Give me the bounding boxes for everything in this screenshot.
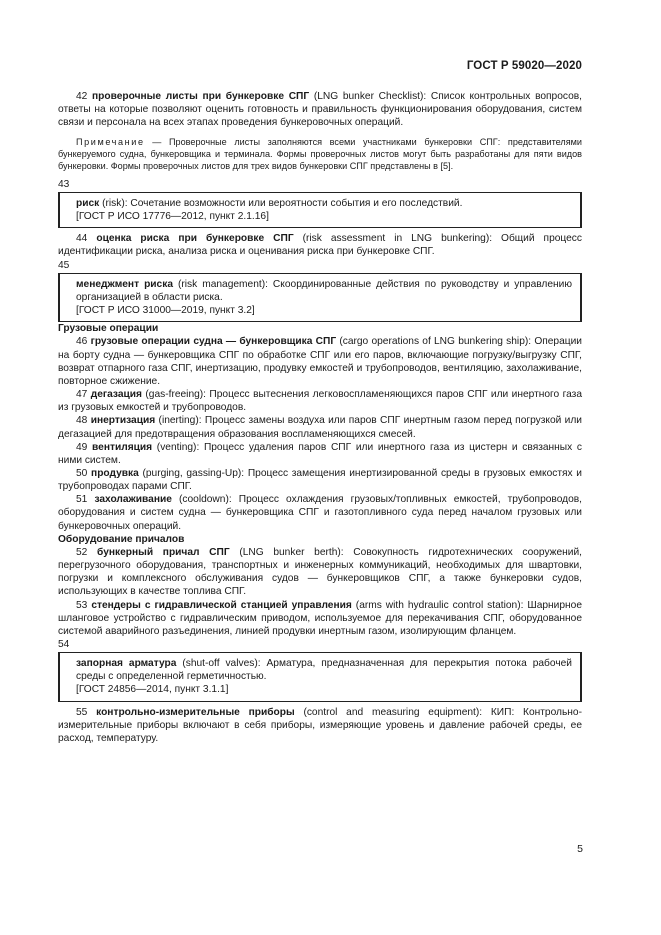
term-number: 47 xyxy=(76,389,88,401)
term-50 xyxy=(58,467,582,493)
term-definition: (LNG bunker Checklist): Список контрольных вопросов, ответы на которые позволяют оценить готовность и правильность функционирования оборудования, систем связи и персонала на всех этапах проведения бункеровочных операций. xyxy=(58,91,582,129)
term-definition: (cooldown): Процесс охлаждения грузовых/топливных емкостей, трубопроводов, оборудования и систем судна — бункеровщика СПГ и газотопливного суда перед началом грузовых или бункеровочных операций. xyxy=(58,494,582,532)
term-43-box xyxy=(58,192,582,228)
term-number: 52 xyxy=(76,546,88,558)
note-text: — Проверочные листы заполняются всеми участниками бункеровки СПГ: представителями бункеруемого судна, бункеровщика и терминала. Формы проверочных листов могут быть разработаны для пяти видов бункеровки. Формы проверочных листов для трех видов бункеровки СПГ представлены в [5]. xyxy=(58,137,582,172)
term-number: 42 xyxy=(76,91,88,102)
term-number: 49 xyxy=(76,441,88,453)
term-45-number: 45 xyxy=(58,259,70,271)
term-title: контрольно-измерительные приборы xyxy=(96,706,295,718)
term-44 xyxy=(58,232,582,258)
note-42 xyxy=(58,137,582,172)
term-definition: (arms with hydraulic control station): Шарнирное шланговое устройство с гидравлическим приводом, используемое для перекачивания СПГ, оборудованное системой аварийного разъединения, линией продувки инертным газом, изолирующим фланцем. xyxy=(58,599,582,637)
term-number: 50 xyxy=(76,467,88,479)
term-title: оценка риска при бункеровке СПГ xyxy=(96,233,294,245)
term-title: продувка xyxy=(91,467,139,479)
term-definition: (risk assessment in LNG bunkering): Общий процесс идентификации риска, анализа риска и оценивания риска при бункеровке СПГ. xyxy=(58,233,582,258)
term-definition: (LNG bunker berth): Совокупность гидротехнических сооружений, перегрузочного оборудования, транспортных и инженерных коммуникаций, необходимых для швартовки, погрузки и комплексного обслуживания судов — бункеровщиков СПГ, а также бункеровки судов, использующих в качестве топлива СПГ. xyxy=(58,546,582,598)
term-definition: (cargo operations of LNG bunkering ship): Операции на борту судна — бункеровщика СПГ по обработке СПГ или его паров, включающие погрузку/выгрузку СПГ, возврат отпарного газа СПГ, инертизацию, продувку емкостей и трубопроводов, вентиляцию, захолаживание, повторное сжижение. xyxy=(58,336,582,387)
section-title-cargo-operations: Грузовые операции xyxy=(58,323,159,335)
term-definition: (inerting): Процесс замены воздуха или паров СПГ инертным газом перед погрузкой или дегазацией для предотвращения образования воспламеняющихся смесей. xyxy=(58,415,582,440)
term-number: 46 xyxy=(76,336,88,348)
document-body xyxy=(58,90,582,745)
term-definition: (risk): Сочетание возможности или вероятности события и его последствий. xyxy=(99,198,463,210)
term-title: захолаживание xyxy=(94,494,172,506)
term-42 xyxy=(58,90,582,129)
term-title: стендеры с гидравлической станцией управления xyxy=(91,599,352,611)
term-53 xyxy=(58,599,582,638)
term-title: вентиляция xyxy=(92,441,153,453)
term-number: 53 xyxy=(76,599,88,611)
term-number: 55 xyxy=(76,706,88,718)
term-51 xyxy=(58,493,582,532)
term-title: менеджмент риска xyxy=(76,278,173,290)
term-46 xyxy=(58,335,582,388)
term-number: 44 xyxy=(76,233,88,245)
term-title: дегазация xyxy=(90,389,142,401)
term-48 xyxy=(58,414,582,440)
term-number: 51 xyxy=(76,494,88,506)
term-55 xyxy=(58,706,582,745)
term-number: 48 xyxy=(76,415,88,427)
term-definition: (venting): Процесс удаления паров СПГ или инертного газа из цистерн и связанных с ними систем. xyxy=(58,441,582,466)
term-reference: [ГОСТ 24856—2014, пункт 3.1.1] xyxy=(76,684,229,696)
term-title: риск xyxy=(76,198,100,210)
term-title: проверочные листы при бункеровке СПГ xyxy=(92,91,310,102)
term-reference: [ГОСТ Р ИСО 31000—2019, пункт 3.2] xyxy=(76,305,255,317)
term-definition: (purging, gassing-Up): Процесс замещения инертизированной среды в грузовых емкостях и трубопроводах парами СПГ. xyxy=(58,467,582,493)
term-54-box xyxy=(58,652,582,701)
term-49 xyxy=(58,441,582,467)
page-number: 5 xyxy=(577,843,583,855)
term-reference: [ГОСТ Р ИСО 17776—2012, пункт 2.1.16] xyxy=(76,211,269,223)
term-definition: (risk management): Скоординированные действия по руководству и управлению организацией в области риска. xyxy=(76,278,572,303)
term-52 xyxy=(58,546,582,599)
term-title: инертизация xyxy=(90,415,156,427)
term-title: запорная арматура xyxy=(76,658,177,670)
term-title: грузовые операции судна — бункеровщика СПГ xyxy=(90,336,337,348)
term-definition: (shut-off valves): Арматура, предназначенная для перекрытия потока рабочей среды с определенной герметичностью. xyxy=(76,658,572,683)
term-definition: (gas-freeing): Процесс вытеснения легковоспламеняющихся паров СПГ или инертного газа из грузовых емкостей и трубопроводов. xyxy=(58,389,582,414)
term-45-box xyxy=(58,273,582,322)
term-43-number: 43 xyxy=(58,178,70,190)
document-standard-header: ГОСТ Р 59020—2020 xyxy=(466,60,582,72)
note-label: Примечание xyxy=(76,137,145,148)
section-title-berth-equipment: Оборудование причалов xyxy=(58,533,185,545)
term-title: бункерный причал СПГ xyxy=(97,546,230,558)
term-54-number: 54 xyxy=(58,639,70,651)
term-47 xyxy=(58,388,582,414)
term-definition: (control and measuring equipment): КИП: Контрольно-измерительные приборы включают в себя приборы, измеряющие уровень и давление рабочей среды, ее расход, температуру. xyxy=(58,706,582,744)
